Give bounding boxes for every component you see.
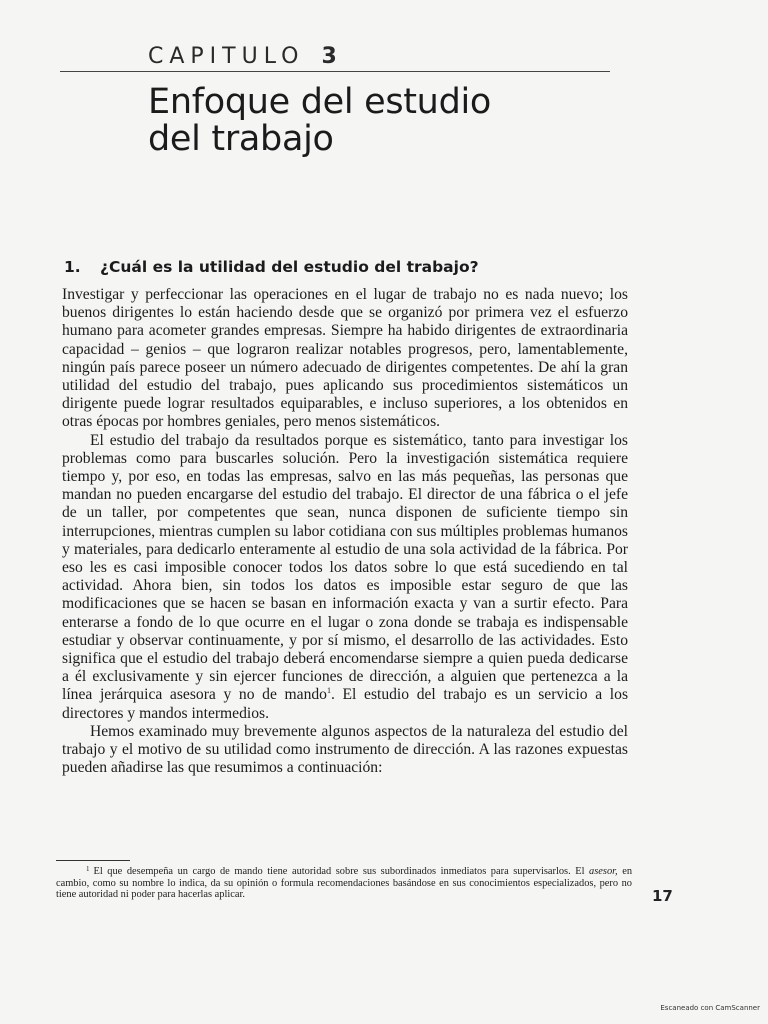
- footnote-mark: 1: [86, 865, 90, 873]
- footnote-emphasis: asesor,: [589, 866, 618, 877]
- chapter-label-text: CAPITULO: [148, 44, 305, 69]
- section-title: ¿Cuál es la utilidad del estudio del trabajo?: [100, 258, 479, 276]
- footnote-text-b: en cambio, como su nombre lo indica, da su opinión o formula recomendaciones basándose en sus conocimientos especializados, pero no tiene autoridad ni poder para hacerlas aplicar.: [56, 866, 633, 901]
- footnote-divider: [56, 860, 130, 861]
- chapter-title-line-1: Enfoque del estudio: [148, 82, 492, 122]
- footnote-text-a: El que desempeña un cargo de mando tiene autoridad sobre sus subordinados inmediatos para supervisarlos. El: [93, 866, 590, 877]
- paragraph-2-text-b: . El estudio del trabajo es un servicio a los directores y mandos intermedios.: [62, 686, 629, 722]
- chapter-label: [148, 44, 337, 69]
- footnote: [56, 864, 632, 901]
- paragraph-1: Investigar y perfeccionar las operaciones en el lugar de trabajo no es nada nuevo; los buenos dirigentes lo están haciendo desde que se organizó por primera vez el esfuerzo humano para acometer grandes empresas. Siempre ha habido dirigentes de extraordinaria capacidad – genios – que lograron realizar notables progresos, pero, lamentablemente, ningún país parece poseer un número adecuado de dirigentes competentes. De ahí la gran utilidad del estudio del trabajo, pues aplicando sus procedimientos sistemáticos un dirigente puede lograr resultados equiparables, e incluso superiores, a los obtenidos en otras épocas por hombres geniales, pero menos sistemáticos.: [62, 286, 628, 431]
- page-number: 17: [652, 887, 673, 905]
- section-heading: [64, 258, 479, 276]
- section-number: 1.: [64, 258, 81, 276]
- paragraph-3: Hemos examinado muy brevemente algunos aspectos de la naturaleza del estudio del trabajo y el motivo de su utilidad como instrumento de dirección. A las razones expuestas pueden añadirse las que resumimos a continuación:: [62, 722, 628, 777]
- chapter-divider: [60, 71, 610, 72]
- chapter-number: 3: [321, 44, 337, 69]
- chapter-title: [148, 84, 668, 158]
- paragraph-2-text-a: El estudio del trabajo da resultados porque es sistemático, tanto para investigar los problemas como para buscarles solución. Pero la investigación sistemática requiere tiempo y, por eso, en todas las empresas, salvo en las más pequeñas, las personas que mandan no pueden encargarse del estudio del trabajo. El director de una fábrica o el jefe de un taller, por competentes que sean, nunca disponen de suficiente tiempo sin interrupciones, mientras cumplen su labor cotidiana con sus múltiples problemas humanos y materiales, para dedicarlo enteramente al estudio de una sola actividad de la fábrica. Por eso les es casi imposible conocer todos los datos sobre lo que está sucediendo en tal actividad. Ahora bien, sin todos los datos es imposible estar seguro de que las modificaciones que se hacen se basan en información exacta y van a surtir efecto. Para enterarse a fondo de lo que ocurre en el lugar o zona donde se trabaja es indispensable estudiar y observar continuamente, y por sí mismo, el desarrollo de las actividades. Esto significa que el estudio del trabajo deberá encomendarse siempre a quien pueda dedicarse a él exclusivamente y sin ejercer funciones de dirección, a alguien que pertenezca a la línea jerárquica asesora y no de mando: [62, 431, 628, 704]
- scanner-watermark: Escaneado con CamScanner: [660, 1004, 760, 1012]
- paragraph-2: [62, 432, 628, 723]
- footnote-reference: 1: [326, 686, 331, 696]
- body-text: [62, 286, 628, 777]
- chapter-title-line-2: del trabajo: [148, 119, 334, 159]
